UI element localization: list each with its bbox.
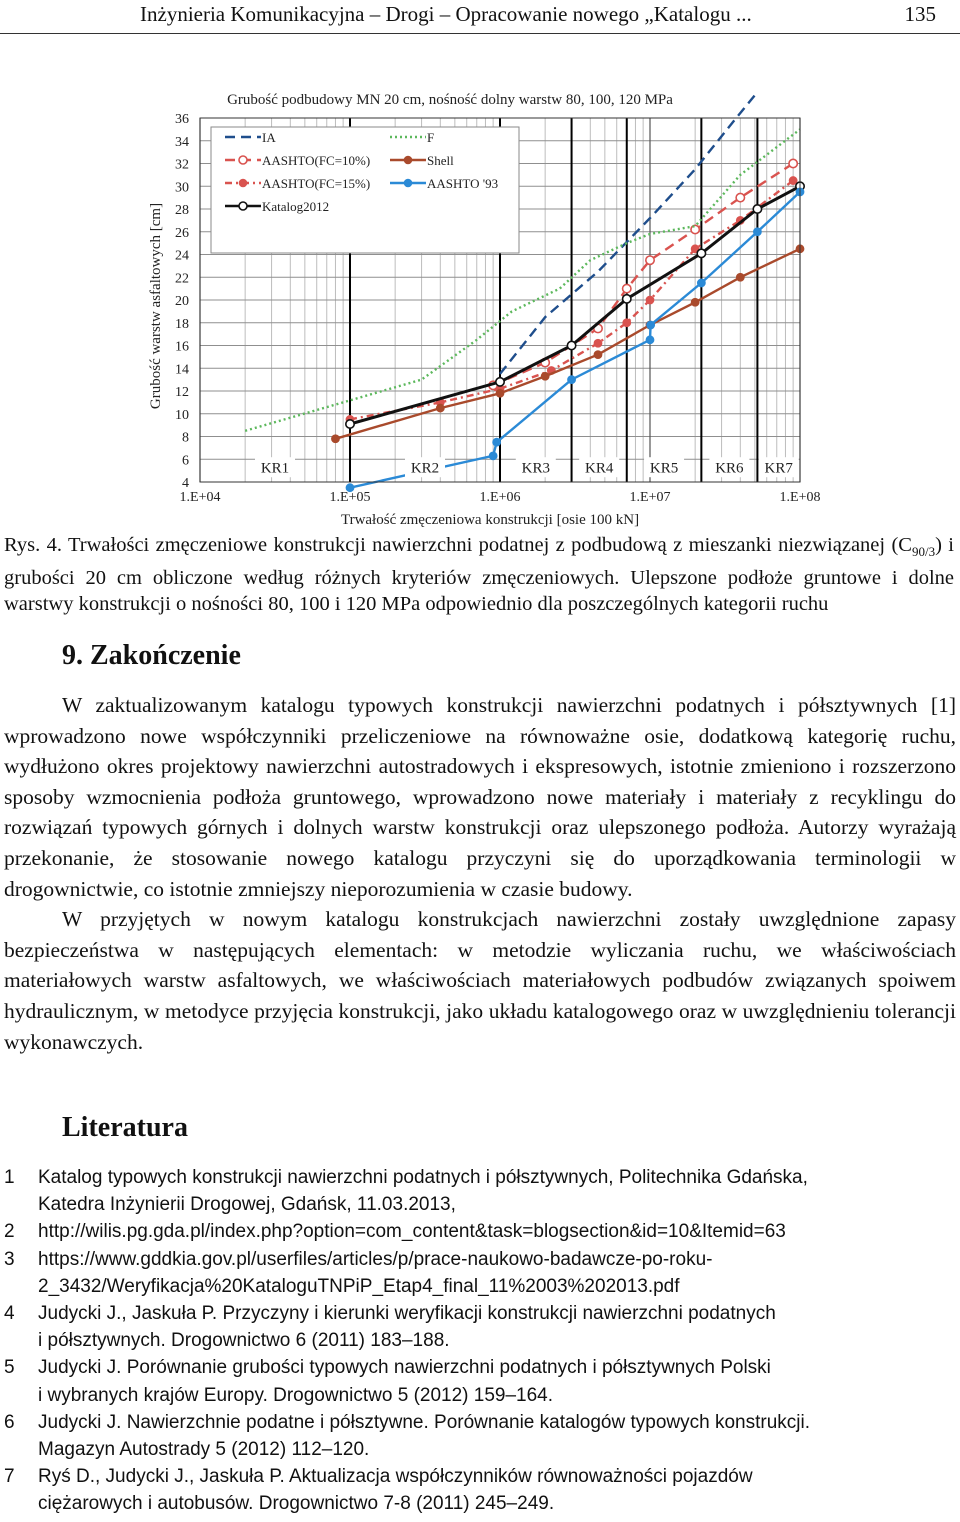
data-point [542,373,549,380]
data-point [496,390,503,397]
data-point [496,378,504,386]
data-point [568,376,575,383]
caption-text-1: Trwałości zmęczeniowe konstrukcji nawierzchni podatnej z podbudową z mieszanki niezwiązanej (C [67,534,912,556]
section-heading: 9. Zakończenie [62,640,241,671]
running-title: Inżynieria Komunikacyjna – Drogi – Opracowanie nowego „Katalogu ... [140,2,752,26]
page-header [0,0,960,34]
y-tick-label: 12 [175,385,189,400]
y-tick-label: 16 [175,339,189,355]
data-point [623,295,631,303]
fatigue-life-chart [0,36,960,532]
legend-label: IA [262,130,276,145]
data-point [346,420,354,428]
reference-number: 7 [4,1466,15,1488]
category-label: KR6 [715,460,744,477]
data-point [753,205,761,213]
x-tick-label: 1.E+07 [629,490,671,505]
reference-number: 1 [4,1167,15,1188]
reference-text: Katalog typowych konstrukcji nawierzchni podatnych i półsztywnych, Politechnika Gdańska, Katedra Inżynierii Drogowej, Gdańsk, 11.03.2013, [38,1167,808,1216]
reference-link[interactable]: https://www.gddkia.gov.pl/userfiles/articles/p/prace-naukowo-badawcze-po-roku- 2_3432/Weryfikacja%20KataloguTNPiP_Etap4_final_11%2003%202013.pdf [38,1248,713,1297]
reference-text: Ryś D., Judycki J., Jaskuła P. Aktualizacja współczynników równoważności pojazdów ciężarowych i autobusów. Drogownictwo 7-8 (2011) 245–249. [38,1466,753,1515]
y-tick-label: 34 [175,134,189,150]
y-tick-label: 4 [182,476,189,491]
y-tick-label: 36 [175,112,189,127]
reference-number: 2 [4,1221,15,1243]
y-tick-label: 18 [175,316,189,332]
reference-number: 6 [4,1411,15,1433]
y-tick-label: 30 [175,180,189,196]
y-tick-label: 32 [175,157,189,173]
legend-marker [405,180,412,187]
category-label: KR4 [584,460,614,477]
header-rule [0,33,960,34]
reference-item [4,1463,956,1517]
data-point [754,228,761,235]
category-label: KR3 [521,460,550,477]
caption-text-2: ) i grubości 20 cm obliczone według różnych kryteriów zmęczeniowych. Ulepszone podłoże gruntowe i dolne warstwy konstrukcji o nośności 80, 100 i 120 MPa odpowiednio dla poszczególnych kategorii ruchu [4,534,954,616]
y-tick-label: 10 [175,407,189,423]
reference-text: Judycki J. Porównanie grubości typowych nawierzchni podatnych i półsztywnych Polski i wybranych krajów Europy. Drogownictwo 5 (2012) 159–164. [38,1357,771,1406]
y-tick-label: 20 [175,294,189,309]
reference-number: 4 [4,1303,15,1325]
data-point [789,159,797,167]
reference-text: Judycki J. Nawierzchnie podatne i półsztywne. Porównanie katalogów typowych konstrukcji. Magazyn Autostrady 5 (2012) 112–120. [38,1411,810,1461]
y-tick-label: 6 [182,453,189,469]
reference-item [4,1300,956,1354]
reference-number: 5 [4,1357,15,1379]
y-tick-label: 24 [175,248,189,264]
data-point [623,284,631,292]
reference-link[interactable]: http://wilis.pg.gda.pl/index.php?option=com_content&task=blogsection&id=10&Itemid=63 [38,1221,786,1243]
y-tick-label: 26 [175,225,189,241]
y-tick-label: 28 [175,203,189,218]
legend-marker [240,180,247,187]
data-point [646,256,654,264]
data-point [646,336,653,343]
reference-text: Judycki J., Jaskuła P. Przyczyny i kierunki weryfikacji konstrukcji nawierzchni podatnych i półsztywnych. Drogownictwo 6 (2011) 183–188. [38,1303,776,1352]
data-point [490,452,497,459]
data-point [594,351,601,358]
x-axis-label: Trwałość zmęczeniowa konstrukcji [osie 100 kN] [340,512,640,528]
y-tick-label: 14 [175,362,189,378]
reference-item [4,1246,956,1300]
data-point [646,296,653,303]
legend-label: AASHTO(FC=15%) [262,176,371,191]
data-point [493,439,500,446]
x-tick-label: 1.E+08 [779,490,821,505]
y-axis-label: Grubość warstw asfaltowych [cm] [148,202,164,410]
reference-number: 3 [4,1248,15,1270]
chart-legend [211,127,519,253]
data-point [692,299,699,306]
literature-heading: Literatura [62,1112,188,1143]
reference-item [4,1409,956,1463]
reference-item [4,1218,956,1245]
reference-item [4,1164,956,1218]
data-point [698,279,705,286]
data-point [790,177,797,184]
data-point [647,321,654,328]
data-point [691,225,699,233]
legend-label: F [427,130,435,145]
legend-marker [405,157,412,164]
figure-caption [4,532,954,617]
data-point [567,341,575,349]
paragraph: W przyjętych w nowym katalogu konstrukcjach nawierzchni zostały uwzględnione zapasy bezpieczeństwa w następujących elementach: w metodzie wyliczania ruchu, we właściwościach materiałowych warstw asfaltowych, we właściwościach materiałowych podbudów związanych spoiwem hydraulicznym, w metodyce przyjęcia konstrukcji, jako układu katalogowego oraz w uwzględnieniu tolerancji wykonawczych. [4,907,956,1054]
legend-marker [239,156,247,164]
x-tick-label: 1.E+05 [329,490,371,505]
section-body [4,690,956,1057]
data-point [594,340,601,347]
chart-title: Grubość podbudowy MN 20 cm, nośność dolny warstw 80, 100, 120 MPa [227,92,673,108]
category-label: KR5 [649,460,679,477]
data-point [437,404,444,411]
category-label: KR7 [764,460,793,477]
data-point [736,193,744,201]
legend-label: Shell [427,153,454,168]
x-tick-label: 1.E+04 [179,490,221,505]
page-number: 135 [904,2,936,26]
x-tick-label: 1.E+06 [479,490,521,505]
caption-subscript: 90/3 [911,544,936,560]
paragraph: W zaktualizowanym katalogu typowych konstrukcji nawierzchni podatnych i półsztywnych [1] wprowadzono nowe współczynniki przeliczeniowe na równoważne osie, dodatkową kategorię ruchu, wydłużono okres projektowy nawierzchni autostradowych i ekspresowych, istotnie zmieniono i rozszerzono sposoby wzmocnienia podłoża gruntowego, wprowadzono nowe materiały i materiały z recyklingu do rozwiązań typowych górnych i dolnych warstw konstrukcji oraz ulepszonego podłoża. Autorzy wyrażają przekonanie, że stosowanie nowego katalogu przyczyni się do uporządkowania terminologii w drogownictwie, co istotnie zmniejszy nieporozumienia w czasie budowy. [4,693,956,901]
data-point [697,249,705,257]
legend-marker [239,202,247,210]
data-point [623,319,630,326]
legend-label: Katalog2012 [262,199,330,214]
category-label: KR1 [260,460,290,477]
reference-list [4,1164,956,1518]
data-point [737,274,744,281]
data-point [332,435,339,442]
caption-prefix: Rys. 4. [4,534,62,556]
legend-label: AASHTO '93 [427,176,499,191]
y-tick-label: 22 [175,271,189,287]
reference-item [4,1354,956,1408]
y-tick-label: 8 [182,430,189,446]
category-label: KR2 [410,460,440,477]
legend-label: AASHTO(FC=10%) [262,153,371,168]
